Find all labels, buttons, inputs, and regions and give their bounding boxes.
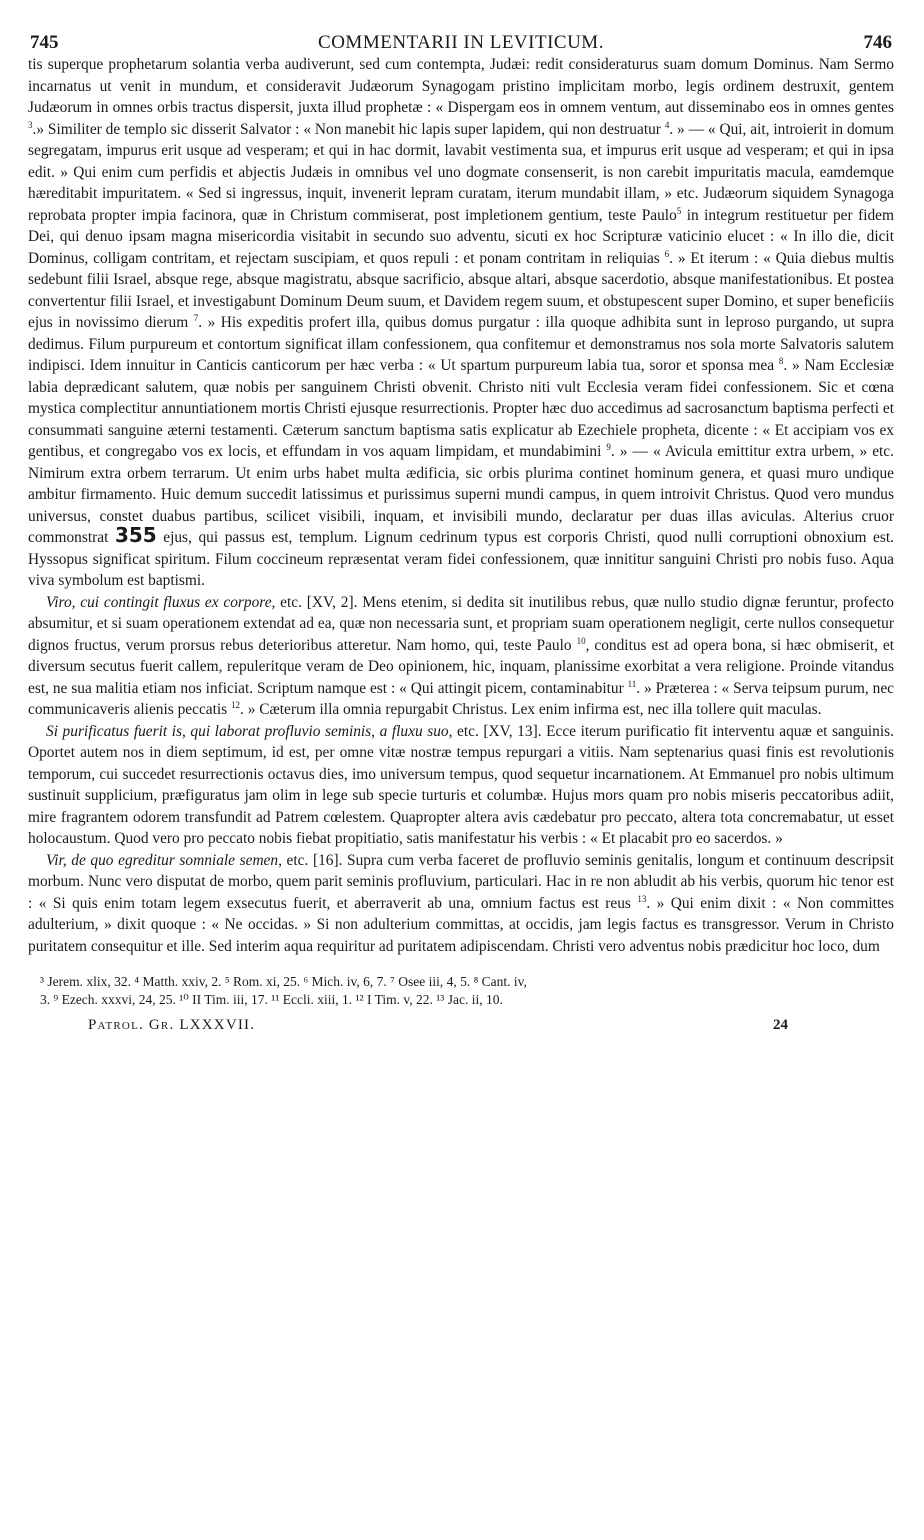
text-run: in integrum restituetur per fidem Dei, qui denuo ipsam magna misericordia visitabit in secundo suo adventu, sicuti ex hoc Scripturæ vaticinio elucet : « In illo die, dicit Dominus, colligam contritam, et rejectam suscipiam, et quos repuli : et ponam contritam in reliquias <box>28 206 894 267</box>
text-run: etc. [XV, 13]. Ecce iterum purificatio fit interventu aquæ et sanguinis. Oportet autem nos in diem septimum, id est, per omne vitæ nostræ tempus repurgari a vitiis. Nam septenarius quasi finis est revolutionis temporum, cui succedet resurrectionis octavus dies, imo universum tempus, quod sequetur incarnationem. At Emmanuel pro nobis ultimum sustinuit supplicium, præfiguratus jam olim in lege sub specie turturis et columbæ. Hujus mors quam pro nobis miseris peccatoribus adiit, mire fragrantem odorem transfundit ad Patrem cœlestem. Quapropter altera avis cædebatur pro peccato, altera tota concremabatur, ut esset holocaustum. Quod vero pro peccato nobis fiebat propitiatio, satis manifestatur his verbis : « Et placabit pro eo sacerdos. » <box>28 722 894 847</box>
footnote-ref: 4 <box>664 119 670 130</box>
footnote-ref: 10 <box>576 635 586 646</box>
footnote-ref: 11 <box>627 678 637 689</box>
footnote-ref: 12 <box>231 699 240 710</box>
signature-mark: 24 <box>773 1017 788 1033</box>
page-footer <box>28 1015 894 1041</box>
footnote-ref: 6 <box>664 248 670 259</box>
text-run: . » Præterea : « Serva teipsum purum, nec communicaveris alienis peccatis <box>28 679 894 718</box>
footnote-line-1: ³ Jerem. xlix, 32. ⁴ Matth. xxiv, 2. ⁵ Rom. xi, 25. ⁶ Mich. iv, 6, 7. ⁷ Osee iii, 4, 5. ⁸ Cant. iv, <box>40 974 527 989</box>
text-run: , conditus est ad opera bona, si hæc obmiserit, et diversum secutus fuerit callem, repuleritque veram de Deo opinionem, hic, inquam, planissime exorbitat a vera religione. Proinde vitandus est, ne sua malitia etiam nos inficiat. Scriptum namque est : « Qui attingit picem, contaminabitur <box>28 636 894 697</box>
paragraph-2 <box>28 592 894 721</box>
lemma: Vir, de quo egreditur somniale semen, <box>46 851 282 869</box>
text-run: . » — « Qui, ait, introierit in domum segregatam, impurus erit usque ad vesperam; et qui in hac dormit, lavabit vestimenta sua, et impurus erit usque ad vesperam; et qui in ipsa edit. » Qui enim cum perfidis et abjectis Judæis in omnibus vel uno dogmate consenserit, is non carebit impuritatis macula, eamdemque hæreditabit impuritatem. « Sed si ingressus, inquit, invenerit lepram curatam, iterum mundabit illam, » etc. Judæorum siquidem Synagoga reprobata propter impia facinora, quæ in Christum commiserat, post impletionem gentium, teste Paulo <box>28 120 894 224</box>
paragraph-4 <box>28 850 894 958</box>
text-run: . » His expeditis profert illa, quibus domus purgatur : illa quoque adhibita sunt in leproso purgando, ut supra dedimus. Filum purpureum et contortum significat illam confessionem, qua confitemur et demonstramus nos sola morte Salvatoris salutem indipisci. Idem innuitur in Canticis canticorum per hæc verba : « Ut spartum purpureum labia tua, soror et sponsa mea <box>28 314 894 374</box>
text-run: etc. [XV, 2]. Mens etenim, si dedita sit inutilibus rebus, quæ nullo studio dignæ feruntur, profecto absumitur, et si suam operationem extendat ad ea, quæ non necessaria sunt, et propriam suam operationem negligit, certe nullos consequetur dignos fructus, verum prorsus rebus deterioribus atteretur. Nam homo, qui, teste Paulo <box>28 593 894 654</box>
series-line: Patrol. Gr. LXXXVII. <box>88 1017 256 1033</box>
left-page-number: 745 <box>30 32 59 53</box>
text-run: tis superque prophetarum solantia verba audiverunt, sed cum contempta, Judæi: redit consideraturus suam domum Dominus. Nam Sermo incarnatus ut venit in mundum, et consideravit Judæorum Synagogam pristino implicitam morbo, legis ordinem destruxit, gentem Judæorum in omnes orbis tractus dispersit, juxta illud prophetæ : « Dispergam eos in omnem ventum, aut disseminabo eos in omnes gentes <box>28 56 894 116</box>
running-title: COMMENTARII IN LEVITICUM. <box>318 32 604 53</box>
paragraph-1 <box>28 54 894 592</box>
text-run: etc. [16]. Supra cum verba faceret de profluvio seminis genitalis, longum et continuum descripsit morbum. Nunc vero disputat de morbo, quem parit seminis profluvium, particulari. Hac in re non abludit ab his verbis, quorum hic tenor est : « Si quis enim totam legem exsecutus fuerit, et aberraverit ab una, omnium factus est reus <box>28 851 894 912</box>
running-header <box>28 26 894 54</box>
main-text <box>28 54 894 957</box>
text-run: . » Et iterum : « Quia diebus multis sedebunt filii Israel, absque rege, absque magistratu, absque sacrificio, absque altari, absque sacerdotio, absque manifestationibus. Et postea convertentur filii Israel, et investigabunt Dominum Deum suum, et Davidem regem suum, et obstupescent super Domino, et super beneficiis ejus in novissimo dierum <box>28 249 894 331</box>
footnote-ref: 5 <box>676 205 682 216</box>
footnotes <box>28 973 894 1009</box>
footnote-line-2: 3. ⁹ Ezech. xxxvi, 24, 25. ¹⁰ II Tim. iii, 17. ¹¹ Eccli. xiii, 1. ¹² I Tim. v, 22. ¹³ Jac. ii, 10. <box>40 992 503 1007</box>
footnote-ref: 8 <box>778 355 784 366</box>
paragraph-3 <box>28 721 894 850</box>
footnote-ref: 7 <box>193 312 199 323</box>
page <box>28 26 894 1041</box>
footnote-separator <box>28 957 894 969</box>
text-run: .» Similiter de templo sic disserit Salvator : « Non manebit hic lapis super lapidem, qui non destruatur <box>32 120 665 138</box>
lemma: Viro, cui contingit fluxus ex corpore, <box>46 593 276 611</box>
right-page-number: 746 <box>863 32 892 53</box>
text-run: . » Qui enim dixit : « Non committes adulterium, » dixit quoque : « Ne occidas. » Si non adulterium committas, at occidis, jam legis factus es transgressor. Verum in Christo puritatem consequitur et ille. Sed interim aqua requiritur ad puritatem adipiscendam. Christi vero adventus nobis prædicitur hoc loco, dum <box>28 894 894 955</box>
text-run: ejus, qui passus est, templum. Lignum cedrinum typus est corporis Christi, quod nulli corruptioni obnoxium est. Hyssopus significat spiritum. Filum coccineum repræsentat veram fidei confessionem, quæ innititur sanguini Christi pro nobis fuso. Aqua viva symbolum est baptismi. <box>28 529 894 589</box>
text-run: . » Cæterum illa omnia repurgabit Christus. Lex enim infirma est, nec illa tollere quit maculas. <box>240 701 822 718</box>
footnote-ref: 9 <box>606 441 611 452</box>
lemma: Si purificatus fuerit is, qui laborat profluvio seminis, a fluxu suo, <box>46 722 453 740</box>
text-run: . » — « Avicula emittitur extra urbem, » etc. Nimirum extra orbem terrarum. Ut enim urbs habet multa ædificia, sic orbis plurima continet hominum genera, et quasi muro undique ambitur firmamento. Huic demum succedit latissimus et purissimus superni mundi campus, in quem introivit Christus. Quod vero mundus universus, constet duabus partibus, scilicet visibili, inquam, et invisibili mundo, declaratur per duas illas aviculas. Alterius cruor commonstrat <box>28 443 894 546</box>
footnote-ref: 3 <box>28 119 33 130</box>
marginal-column-number: 355 <box>114 523 157 547</box>
footnote-ref: 13 <box>637 893 647 904</box>
text-run: . » Nam Ecclesiæ labia deprædicant salutem, quæ nobis per sanguinem Christi obvenit. Christo niti vult Ecclesia veram fidei confessionem. Sic et cœna mystica complectitur annuntiationem mortis Christi ejusque resurrectionis. Propter hæc duo accedimus ad sacrosanctum baptisma perfecti et consummati sanguine æterni testamenti. Cæterum sanctum baptisma satis explicatur ab Ezechiele propheta, dicente : « Et accipiam vos ex gentibus, et congregabo vos ex locis, et effundam in vos aquam limpidam, et mundabimini <box>28 357 894 460</box>
